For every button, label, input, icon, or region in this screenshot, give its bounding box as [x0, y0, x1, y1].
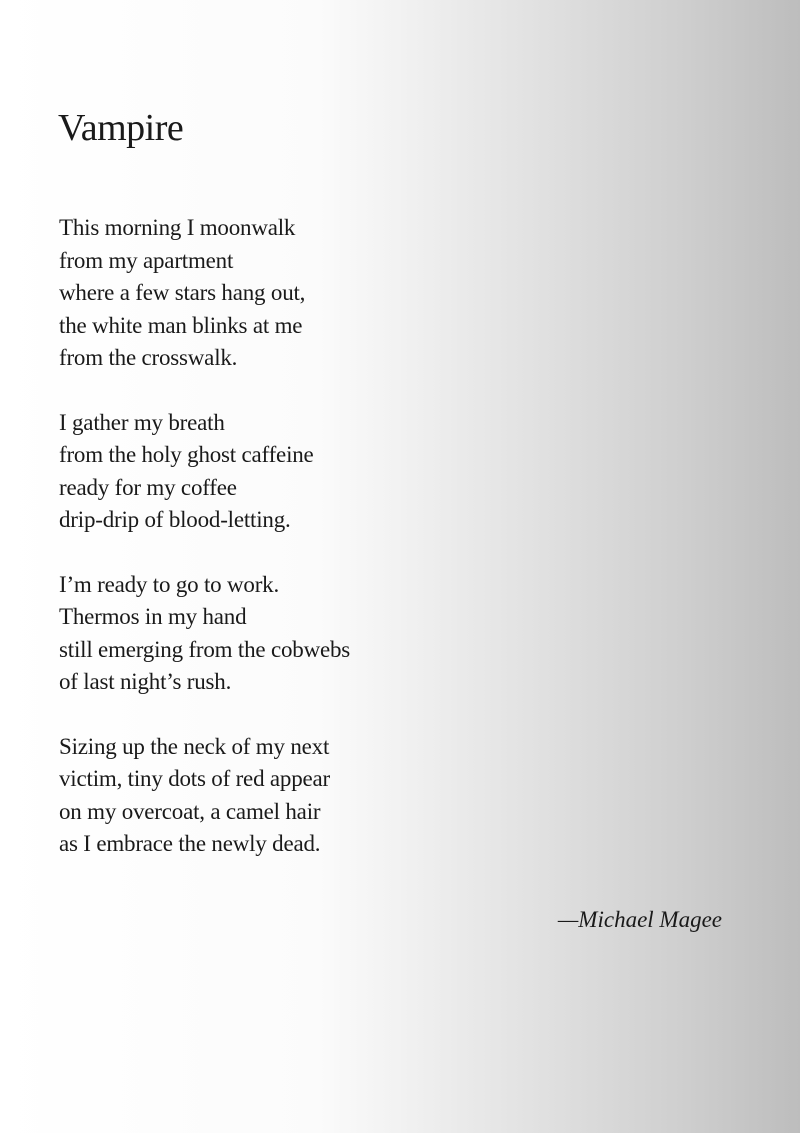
poem-line: I’m ready to go to work. [59, 571, 280, 597]
poem-line: of last night’s rush. [59, 669, 232, 694]
poem-line: victim, tiny dots of red appear [59, 766, 331, 791]
poem-body [59, 212, 559, 893]
stanza-1 [59, 212, 559, 375]
poem-line: where a few stars hang out, [59, 280, 306, 305]
poem-line: from the crosswalk. [59, 345, 238, 370]
poem-line: on my overcoat, a camel hair [59, 798, 321, 824]
stanza-2 [59, 407, 559, 537]
poem-line: This morning I moonwalk [59, 215, 296, 240]
poem-line: ready for my coffee [59, 474, 237, 500]
poem-line: I gather my breath [59, 409, 225, 435]
poem-line: still emerging from the cobwebs [59, 636, 351, 662]
poem-line: the white man blinks at me [59, 312, 303, 338]
poem-line: from the holy ghost caffeine [59, 442, 314, 467]
poem-line: Thermos in my hand [59, 604, 247, 629]
poem-author: —Michael Magee [557, 907, 722, 932]
stanza-3 [59, 569, 559, 699]
stanza-4 [59, 731, 559, 861]
poem-line: Sizing up the neck of my next [59, 733, 330, 759]
poem-line: drip-drip of blood-letting. [59, 507, 291, 532]
poem-title: Vampire [58, 107, 184, 149]
poem-line: from my apartment [59, 247, 234, 273]
poem-line: as I embrace the newly dead. [59, 831, 321, 856]
